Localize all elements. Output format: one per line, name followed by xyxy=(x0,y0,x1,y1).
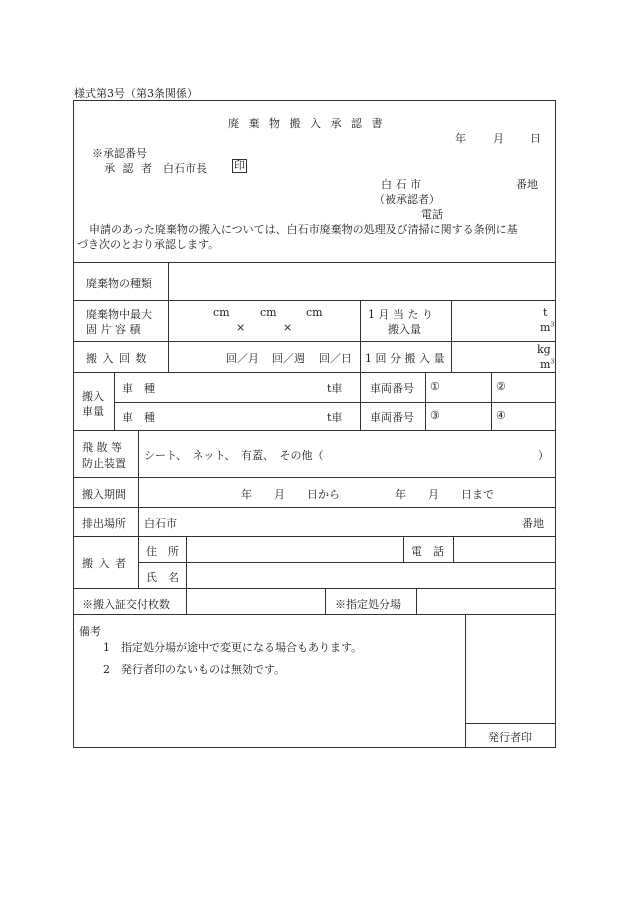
plate-number-4: ④ xyxy=(496,409,506,422)
scatter-options: シート、 ネット、 有蓋、 その他（ xyxy=(144,449,324,462)
address-label: 住 所 xyxy=(146,545,179,558)
plate-label-1: 車両番号 xyxy=(370,382,414,395)
approver-label: 承 認 者 xyxy=(104,162,154,175)
plate-number-1: ① xyxy=(430,380,440,393)
times-mark-2: × xyxy=(283,321,293,334)
unit-m3-2: $m^3$ xyxy=(540,358,555,371)
form-title: 廃 棄 物 搬 入 承 認 書 xyxy=(228,117,386,130)
note-item-1: 1 指定処分場が途中で変更になる場合もあります。 xyxy=(103,641,363,654)
unit-kg: kg xyxy=(537,343,551,356)
monthly-amount-label-1: 1 月 当 た り xyxy=(368,308,433,321)
cm-unit-3: cm xyxy=(306,306,323,319)
statement-line2: づき次のとおり承認します。 xyxy=(77,238,220,251)
vehicle-label-1: 搬入 xyxy=(82,390,104,403)
carrier-label: 搬 入 者 xyxy=(82,557,127,570)
scatter-close-paren: ） xyxy=(538,449,549,462)
scatter-label-2: 防止装置 xyxy=(82,457,126,470)
freq-per-month: 回／月 xyxy=(226,352,259,365)
max-volume-label-1: 廃棄物中最大 xyxy=(86,308,152,321)
period-label: 搬入期間 xyxy=(82,488,126,501)
date-day: 日 xyxy=(530,132,541,145)
note-item-2: 2 発行者印のないものは無効です。 xyxy=(103,663,286,676)
cert-count-label: ※搬入証交付枚数 xyxy=(82,598,170,611)
times-mark-1: × xyxy=(236,321,246,334)
discharge-banchi: 番地 xyxy=(522,517,544,530)
applicant-banchi: 番地 xyxy=(516,178,538,191)
vehicle-label-2: 車量 xyxy=(82,405,104,418)
period-from: 年 月 日から xyxy=(241,488,340,501)
plate-number-2: ② xyxy=(496,380,506,393)
applicant-city: 白 石 市 xyxy=(381,178,421,191)
vehicle-type-label-2: 車 種 xyxy=(122,411,155,424)
name-label: 氏 名 xyxy=(146,571,179,584)
notes-label: 備考 xyxy=(79,625,101,638)
applicant-phone: 電話 xyxy=(421,208,443,221)
date-year: 年 xyxy=(455,132,466,145)
statement-line1: 申請のあった廃棄物の搬入については、白石市廃棄物の処理及び清掃に関する条例に基 xyxy=(89,223,518,236)
approval-number-label: ※承認番号 xyxy=(92,147,147,160)
freq-per-week: 回／週 xyxy=(272,352,305,365)
unit-m3-1: $m^3$ xyxy=(540,321,555,334)
period-to: 年 月 日まで xyxy=(395,488,494,501)
approver-name: 白石市長 xyxy=(163,162,207,175)
freq-per-day: 回／日 xyxy=(319,352,352,365)
cm-unit-2: cm xyxy=(260,306,277,319)
date-month: 月 xyxy=(493,132,504,145)
waste-type-label: 廃棄物の種類 xyxy=(86,277,152,290)
plate-number-3: ③ xyxy=(430,409,440,422)
t-vehicle-2: t車 xyxy=(327,411,343,424)
designated-site-label: ※指定処分場 xyxy=(335,598,401,611)
scatter-label-1: 飛 散 等 xyxy=(82,441,122,454)
frequency-label: 搬 入 回 数 xyxy=(86,352,148,365)
t-vehicle-1: t車 xyxy=(327,382,343,395)
cm-unit-1: cm xyxy=(213,306,230,319)
max-volume-label-2: 固 片 容 積 xyxy=(86,323,141,336)
issuer-seal-label: 発行者印 xyxy=(488,731,532,744)
vehicle-type-label-1: 車 種 xyxy=(122,382,155,395)
applicant-label: （被承認者） xyxy=(374,193,440,206)
seal-mark: 印 xyxy=(234,159,245,172)
form-number: 様式第3号（第3条関係） xyxy=(74,87,198,100)
per-time-amount-label: 1 回 分 搬 入 量 xyxy=(365,352,445,365)
carrier-phone-label: 電 話 xyxy=(411,545,444,558)
monthly-amount-label-2: 搬入量 xyxy=(388,323,421,336)
discharge-label: 排出場所 xyxy=(82,517,126,530)
unit-t-1: t xyxy=(543,306,548,319)
plate-label-2: 車両番号 xyxy=(370,411,414,424)
discharge-city: 白石市 xyxy=(144,517,177,530)
